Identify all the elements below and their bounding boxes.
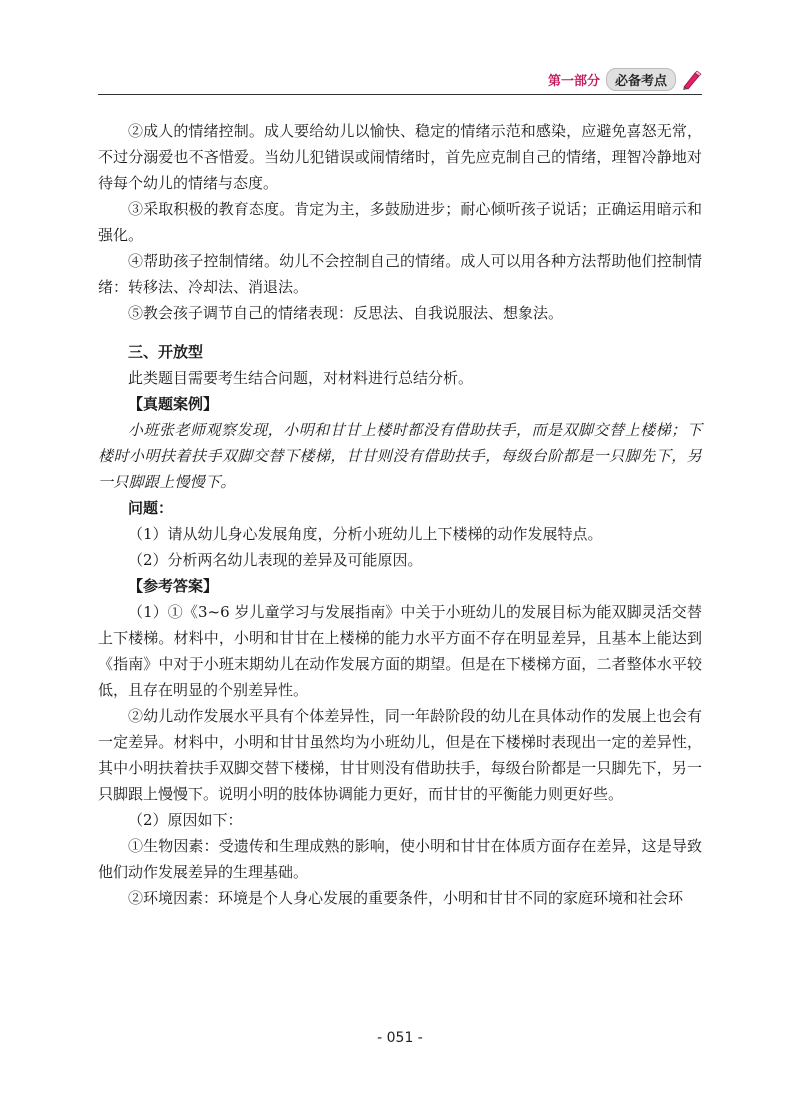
paragraph-emotion-control: ②成人的情绪控制。成人要给幼儿以愉快、稳定的情绪示范和感染，应避免喜怒无常，不过分溺爱也不吝惜爱。当幼儿犯错误或闹情绪时，首先应克制自己的情绪，理智冷静地对待每个幼儿的情绪与态度。 [98, 122, 702, 192]
question-2: （2）分析两名幼儿表现的差异及可能原因。 [128, 551, 423, 569]
paragraph-self-regulation: ⑤教会孩子调节自己的情绪表现：反思法、自我说服法、想象法。 [128, 304, 564, 322]
page-header [98, 60, 702, 95]
page-content [98, 118, 702, 911]
answer-4: ①生物因素：受遗传和生理成熟的影响，使小明和甘甘在体质方面存在差异，这是导致他们动作发展差异的生理基础。 [98, 837, 702, 881]
section-badge: 必备考点 [606, 68, 676, 91]
page-number: - 051 - [377, 1030, 423, 1046]
part-label: 第一部分 [547, 74, 600, 89]
paragraph-help-control: ④帮助孩子控制情绪。幼儿不会控制自己的情绪。成人可以用各种方法帮助他们控制情绪：转移法、冷却法、消退法。 [98, 252, 702, 296]
question-label: 问题： [128, 499, 174, 517]
section-title: 三、开放型 [128, 343, 204, 361]
pencil-icon [680, 70, 702, 90]
answer-label: 【参考答案】 [128, 577, 219, 595]
paragraph-education-attitude: ③采取积极的教育态度。肯定为主，多鼓励进步；耐心倾听孩子说话；正确运用暗示和强化。 [98, 200, 702, 244]
answer-5: ②环境因素：环境是个人身心发展的重要条件，小明和甘甘不同的家庭环境和社会环 [128, 889, 684, 907]
answer-3: （2）原因如下： [128, 811, 243, 829]
case-label: 【真题案例】 [128, 395, 219, 413]
section-intro: 此类题目需要考生结合问题，对材料进行总结分析。 [128, 369, 474, 387]
answer-2: ②幼儿动作发展水平具有个体差异性，同一年龄阶段的幼儿在具体动作的发展上也会有一定差异。材料中，小明和甘甘虽然均为小班幼儿，但是在下楼梯时表现出一定的差异性，其中小明扶着扶手双脚交替下楼梯，甘甘则没有借助扶手，每级台阶都是一只脚先下，另一只脚跟上慢慢下。说明小明的肢体协调能力更好，而甘甘的平衡能力则更好些。 [98, 707, 702, 803]
answer-1: （1）①《3~6 岁儿童学习与发展指南》中关于小班幼儿的发展目标为能双脚灵活交替上下楼梯。材料中，小明和甘甘在上楼梯的能力水平方面不存在明显差异，且基本上能达到《指南》中对于小班末期幼儿在动作发展方面的期望。但是在下楼梯方面，二者整体水平较低，且存在明显的个别差异性。 [98, 603, 702, 699]
case-text: 小班张老师观察发现，小明和甘甘上楼时都没有借助扶手，而是双脚交替上楼梯；下楼时小明扶着扶手双脚交替下楼梯，甘甘则没有借助扶手，每级台阶都是一只脚先下，另一只脚跟上慢慢下。 [98, 421, 702, 491]
question-1: （1）请从幼儿身心发展角度，分析小班幼儿上下楼梯的动作发展特点。 [128, 525, 603, 543]
header-right-group [548, 68, 702, 91]
